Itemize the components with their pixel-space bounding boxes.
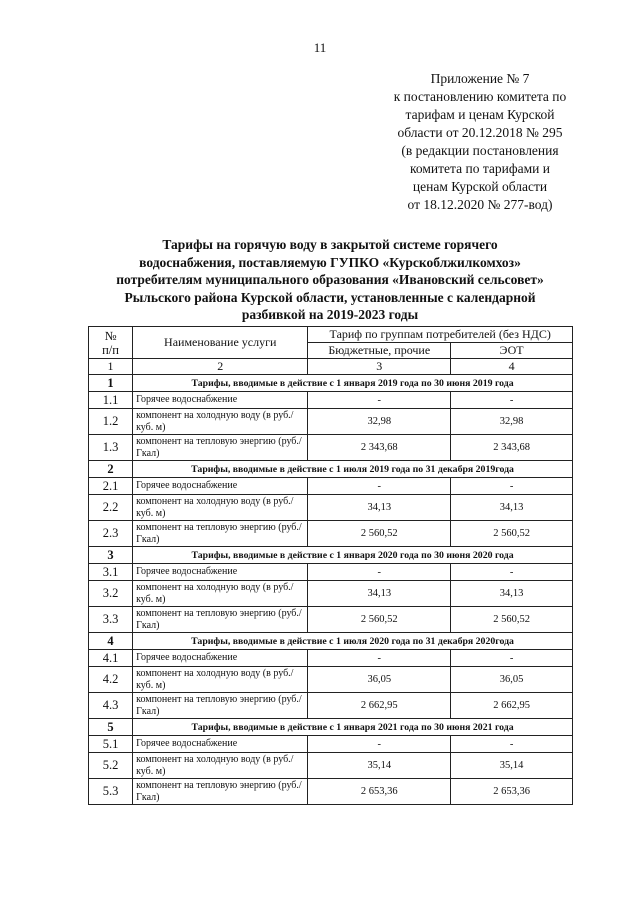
period-row [89, 633, 573, 650]
document-title [90, 236, 570, 324]
row-number: 3.1 [89, 564, 133, 581]
tariff-budget-value: 34,13 [308, 581, 451, 607]
table-row [89, 667, 573, 693]
row-number: 4.2 [89, 667, 133, 693]
period-title: Тарифы, вводимые в действие с 1 января 2021 года по 30 июня 2021 года [133, 719, 573, 736]
row-number: 1.1 [89, 392, 133, 409]
tariff-budget-value: - [308, 478, 451, 495]
tariff-table [88, 326, 573, 805]
header-budget: Бюджетные, прочие [308, 343, 451, 359]
table-row [89, 693, 573, 719]
appendix-line: Приложение № 7 [430, 71, 530, 86]
title-line: водоснабжения, поставляемую ГУПКО «Курскоблжилкомхоз» [139, 254, 521, 270]
period-title: Тарифы, вводимые в действие с 1 июля 2019 года по 31 декабря 2019года [133, 461, 573, 478]
appendix-note [370, 70, 590, 214]
column-number: 3 [308, 359, 451, 375]
row-number: 1.3 [89, 435, 133, 461]
tariff-budget-value: - [308, 736, 451, 753]
service-name: компонент на тепловую энергию (руб./Гкал) [133, 779, 308, 805]
service-name: Горячее водоснабжение [133, 736, 308, 753]
title-line: Рыльского района Курской области, установленные с календарной [124, 289, 536, 305]
service-name: Горячее водоснабжение [133, 392, 308, 409]
table-row [89, 495, 573, 521]
page-number: 11 [313, 40, 327, 55]
column-number: 2 [133, 359, 308, 375]
column-number: 4 [451, 359, 573, 375]
period-row [89, 375, 573, 392]
row-number: 5.3 [89, 779, 133, 805]
tariff-eot-value: 2 653,36 [451, 779, 573, 805]
period-row [89, 547, 573, 564]
service-name: компонент на холодную воду (в руб./куб. м) [133, 409, 308, 435]
period-row [89, 719, 573, 736]
tariff-budget-value: - [308, 564, 451, 581]
row-number: 3.3 [89, 607, 133, 633]
tariff-eot-value: 2 560,52 [451, 521, 573, 547]
row-number: 3.2 [89, 581, 133, 607]
appendix-line: ценам Курской области [412, 179, 548, 194]
period-number: 2 [89, 461, 133, 478]
service-name: Горячее водоснабжение [133, 650, 308, 667]
tariff-budget-value: - [308, 392, 451, 409]
row-number: 2.1 [89, 478, 133, 495]
table-row [89, 779, 573, 805]
table-row [89, 435, 573, 461]
title-line: Тарифы на горячую воду в закрытой системе горячего [162, 237, 498, 252]
tariff-budget-value: 2 560,52 [308, 521, 451, 547]
period-title: Тарифы, вводимые в действие с 1 июля 2020 года по 31 декабря 2020года [133, 633, 573, 650]
title-line: потребителям муниципального образования «Ивановский сельсовет» [116, 272, 544, 287]
row-number: 5.2 [89, 753, 133, 779]
period-row [89, 461, 573, 478]
row-number: 2.3 [89, 521, 133, 547]
service-name: компонент на холодную воду (в руб./куб. м) [133, 581, 308, 607]
row-number: 2.2 [89, 495, 133, 521]
title-line: разбивкой на 2019-2023 годы [241, 307, 419, 322]
service-name: компонент на холодную воду (в руб./куб. м) [133, 753, 308, 779]
row-number: 4.3 [89, 693, 133, 719]
period-title: Тарифы, вводимые в действие с 1 января 2020 года по 30 июня 2020 года [133, 547, 573, 564]
tariff-budget-value: 34,13 [308, 495, 451, 521]
appendix-line: (в редакции постановления [401, 143, 559, 158]
tariff-eot-value: 35,14 [451, 753, 573, 779]
service-name: компонент на холодную воду (в руб./куб. м) [133, 495, 308, 521]
table-row [89, 581, 573, 607]
table-row [89, 478, 573, 495]
header-name: Наименование услуги [133, 327, 308, 359]
service-name: компонент на холодную воду (в руб./куб. м) [133, 667, 308, 693]
table-row [89, 409, 573, 435]
tariff-budget-value: 2 560,52 [308, 607, 451, 633]
service-name: компонент на тепловую энергию (руб./Гкал) [133, 435, 308, 461]
column-number-row [89, 359, 573, 375]
appendix-line: комитета по тарифами и [410, 161, 550, 176]
tariff-budget-value: 2 653,36 [308, 779, 451, 805]
appendix-line: к постановлению комитета по [393, 89, 567, 104]
header-tariff-group: Тариф по группам потребителей (без НДС) [308, 327, 573, 343]
tariff-eot-value: 32,98 [451, 409, 573, 435]
column-number: 1 [89, 359, 133, 375]
header-num: № п/п [89, 327, 133, 359]
tariff-eot-value: 34,13 [451, 581, 573, 607]
tariff-budget-value: - [308, 650, 451, 667]
appendix-line: тарифам и ценам Курской [405, 107, 555, 122]
period-number: 4 [89, 633, 133, 650]
tariff-budget-value: 35,14 [308, 753, 451, 779]
tariff-budget-value: 2 343,68 [308, 435, 451, 461]
table-row [89, 392, 573, 409]
table-row [89, 650, 573, 667]
appendix-line: области от 20.12.2018 № 295 [397, 125, 563, 140]
table-row [89, 521, 573, 547]
table-row [89, 753, 573, 779]
tariff-eot-value: - [451, 564, 573, 581]
header-eot: ЭОТ [451, 343, 573, 359]
table-row [89, 607, 573, 633]
service-name: Горячее водоснабжение [133, 478, 308, 495]
tariff-eot-value: - [451, 650, 573, 667]
tariff-eot-value: 2 662,95 [451, 693, 573, 719]
row-number: 5.1 [89, 736, 133, 753]
row-number: 4.1 [89, 650, 133, 667]
tariff-eot-value: 2 560,52 [451, 607, 573, 633]
tariff-budget-value: 32,98 [308, 409, 451, 435]
tariff-budget-value: 36,05 [308, 667, 451, 693]
service-name: компонент на тепловую энергию (руб./Гкал) [133, 521, 308, 547]
period-number: 3 [89, 547, 133, 564]
period-title: Тарифы, вводимые в действие с 1 января 2019 года по 30 июня 2019 года [133, 375, 573, 392]
table-row [89, 736, 573, 753]
service-name: компонент на тепловую энергию (руб./Гкал) [133, 607, 308, 633]
row-number: 1.2 [89, 409, 133, 435]
tariff-eot-value: - [451, 736, 573, 753]
tariff-eot-value: 36,05 [451, 667, 573, 693]
table-header-row [89, 327, 573, 343]
tariff-eot-value: 34,13 [451, 495, 573, 521]
tariff-eot-value: - [451, 478, 573, 495]
period-number: 5 [89, 719, 133, 736]
tariff-eot-value: - [451, 392, 573, 409]
period-number: 1 [89, 375, 133, 392]
appendix-line: от 18.12.2020 № 277-вод) [407, 197, 553, 212]
tariff-budget-value: 2 662,95 [308, 693, 451, 719]
tariff-table-body [89, 327, 573, 805]
tariff-eot-value: 2 343,68 [451, 435, 573, 461]
table-row [89, 564, 573, 581]
service-name: Горячее водоснабжение [133, 564, 308, 581]
service-name: компонент на тепловую энергию (руб./Гкал) [133, 693, 308, 719]
